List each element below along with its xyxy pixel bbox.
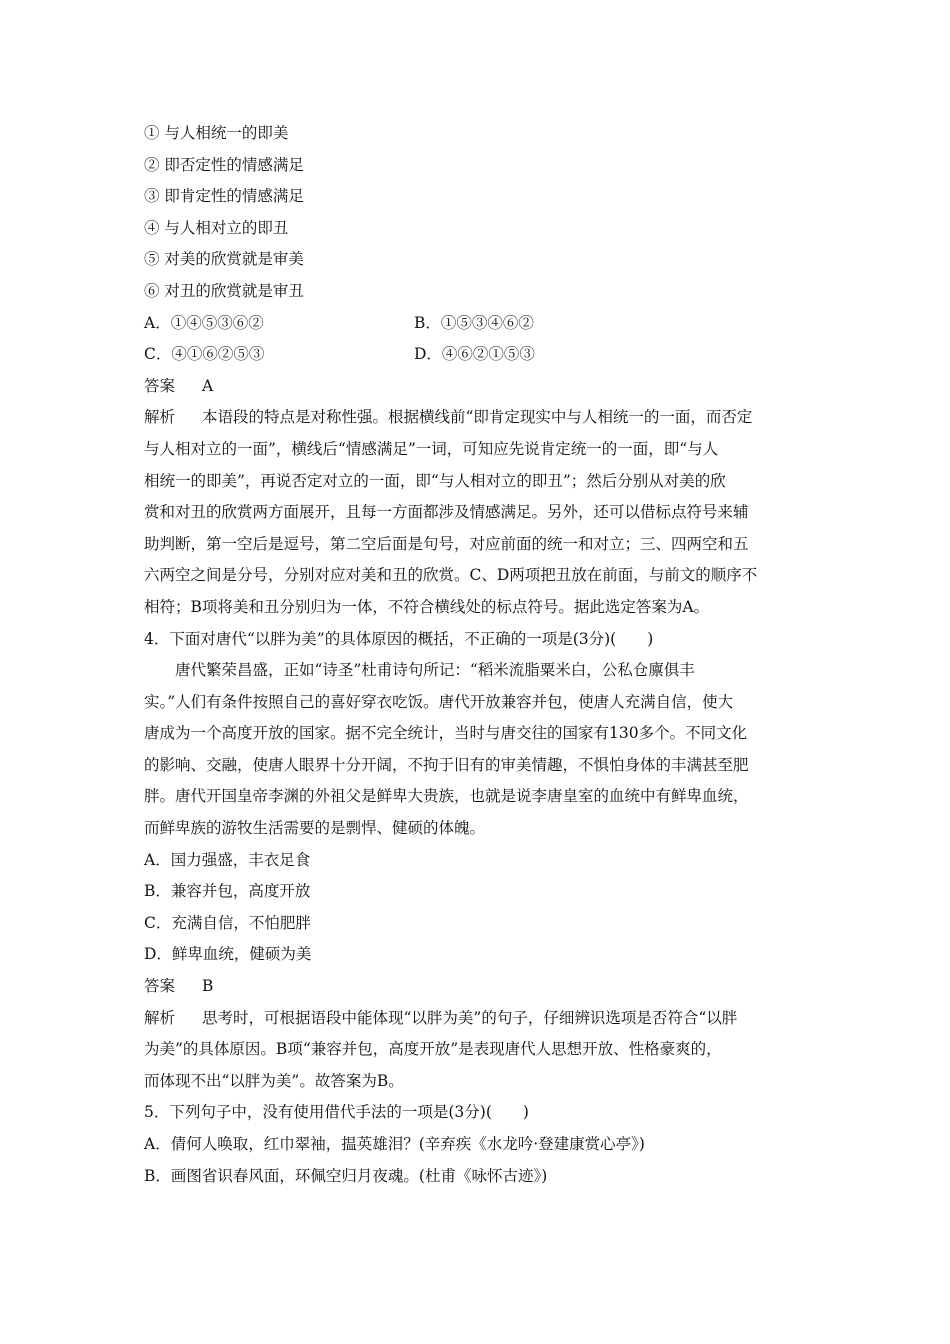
analysis-label: 解析 bbox=[144, 408, 176, 427]
q3-option-c: C．④①⑥②⑤③ bbox=[144, 345, 265, 364]
q3-item: ③ 即肯定性的情感满足 bbox=[144, 187, 304, 206]
q3-analysis-line bbox=[144, 402, 814, 434]
answer-label: 答案 bbox=[144, 376, 176, 395]
q4-analysis-line: 为美”的具体原因。B项“兼容并包，高度开放”是表现唐代人思想开放、性格豪爽的， bbox=[144, 1040, 722, 1059]
q4-stem: 4．下面对唐代“以胖为美”的具体原因的概括，不正确的一项是(3分)( ) bbox=[144, 629, 654, 648]
q4-passage-line: 胖。唐代开国皇帝李渊的外祖父是鲜卑大贵族，也就是说李唐皇室的血统中有鲜卑血统， bbox=[144, 787, 749, 806]
q4-passage-line: 的影响、交融，使唐人眼界十分开阔，不拘于旧有的审美情趣，不惧怕身体的丰满甚至肥 bbox=[144, 755, 749, 774]
q3-analysis-line: 六两空之间是分号，分别对应对美和丑的欣赏。C、D两项把丑放在前面，与前文的顺序不 bbox=[144, 566, 758, 585]
q3-analysis-line: 与人相对立的一面”，横线后“情感满足”一词，可知应先说肯定统一的一面，即“与人 bbox=[144, 439, 719, 458]
q3-item: ④ 与人相对立的即丑 bbox=[144, 218, 289, 237]
q4-analysis-line: 而体现不出“以胖为美”。故答案为B。 bbox=[144, 1071, 404, 1090]
q3-option-b: B．①⑤③④⑥② bbox=[414, 313, 534, 332]
analysis-text: 思考时，可根据语段中能体现“以胖为美”的句子，仔细辨识选项是否符合“以胖 bbox=[202, 1008, 738, 1027]
q3-item: ⑥ 对丑的欣赏就是审丑 bbox=[144, 281, 304, 300]
document-page bbox=[144, 118, 814, 1192]
q3-item: ② 即否定性的情感满足 bbox=[144, 155, 304, 174]
q3-answer bbox=[144, 371, 814, 403]
q3-item: ① 与人相统一的即美 bbox=[144, 124, 289, 142]
q3-option-d: D．④⑥②①⑤③ bbox=[414, 345, 535, 364]
q4-answer bbox=[144, 971, 814, 1003]
answer-label: 答案 bbox=[144, 977, 176, 996]
answer-value: A bbox=[202, 376, 214, 395]
q3-analysis-line: 赏和对丑的欣赏两方面展开，且每一方面都涉及情感满足。另外，还可以借标点符号来辅 bbox=[144, 503, 749, 522]
q4-passage-line: 唐代繁荣昌盛，正如“诗圣”杜甫诗句所记：“稻米流脂粟米白，公私仓廪俱丰 bbox=[175, 661, 695, 680]
q5-stem: 5．下列句子中，没有使用借代手法的一项是(3分)( ) bbox=[144, 1103, 529, 1122]
q3-analysis-line: 相符；B项将美和丑分别归为一体，不符合横线处的标点符号。据此选定答案为A。 bbox=[144, 597, 710, 616]
analysis-label: 解析 bbox=[144, 1008, 176, 1027]
q3-options-row-2 bbox=[144, 339, 814, 371]
q5-option-b: B．画图省识春风面，环佩空归月夜魂。(杜甫《咏怀古迹》) bbox=[144, 1166, 548, 1185]
q3-item: ⑤ 对美的欣赏就是审美 bbox=[144, 250, 304, 269]
q3-analysis-line: 助判断，第一空后是逗号，第二空后面是句号，对应前面的统一和对立；三、四两空和五 bbox=[144, 534, 749, 553]
q4-passage-line: 唐成为一个高度开放的国家。据不完全统计，当时与唐交往的国家有130多个。不同文化 bbox=[144, 724, 748, 743]
answer-value: B bbox=[202, 977, 214, 996]
q5-option-a: A．倩何人唤取，红巾翠袖，揾英雄泪？(辛弃疾《水龙吟·登建康赏心亭》) bbox=[144, 1135, 645, 1153]
q4-option-c: C．充满自信，不怕肥胖 bbox=[144, 913, 311, 932]
q4-option-d: D．鲜卑血统，健硕为美 bbox=[144, 945, 312, 964]
q3-option-a: A．①④⑤③⑥② bbox=[144, 313, 264, 332]
q3-analysis-line: 相统一的即美”，再说否定对立的一面，即“与人相对立的即丑”；然后分别从对美的欣 bbox=[144, 471, 726, 490]
q4-option-b: B．兼容并包，高度开放 bbox=[144, 882, 311, 901]
q4-option-a: A．国力强盛，丰衣足食 bbox=[144, 850, 311, 869]
q4-passage-line: 而鲜卑族的游牧生活需要的是剽悍、健硕的体魄。 bbox=[144, 819, 486, 838]
q3-options-row-1 bbox=[144, 308, 814, 340]
q4-analysis-line bbox=[144, 1003, 814, 1035]
analysis-text: 本语段的特点是对称性强。根据横线前“即肯定现实中与人相统一的一面，而否定 bbox=[202, 408, 753, 427]
q4-passage-line: 实。”人们有条件按照自己的喜好穿衣吃饭。唐代开放兼容并包，使唐人充满自信，使大 bbox=[144, 692, 734, 711]
